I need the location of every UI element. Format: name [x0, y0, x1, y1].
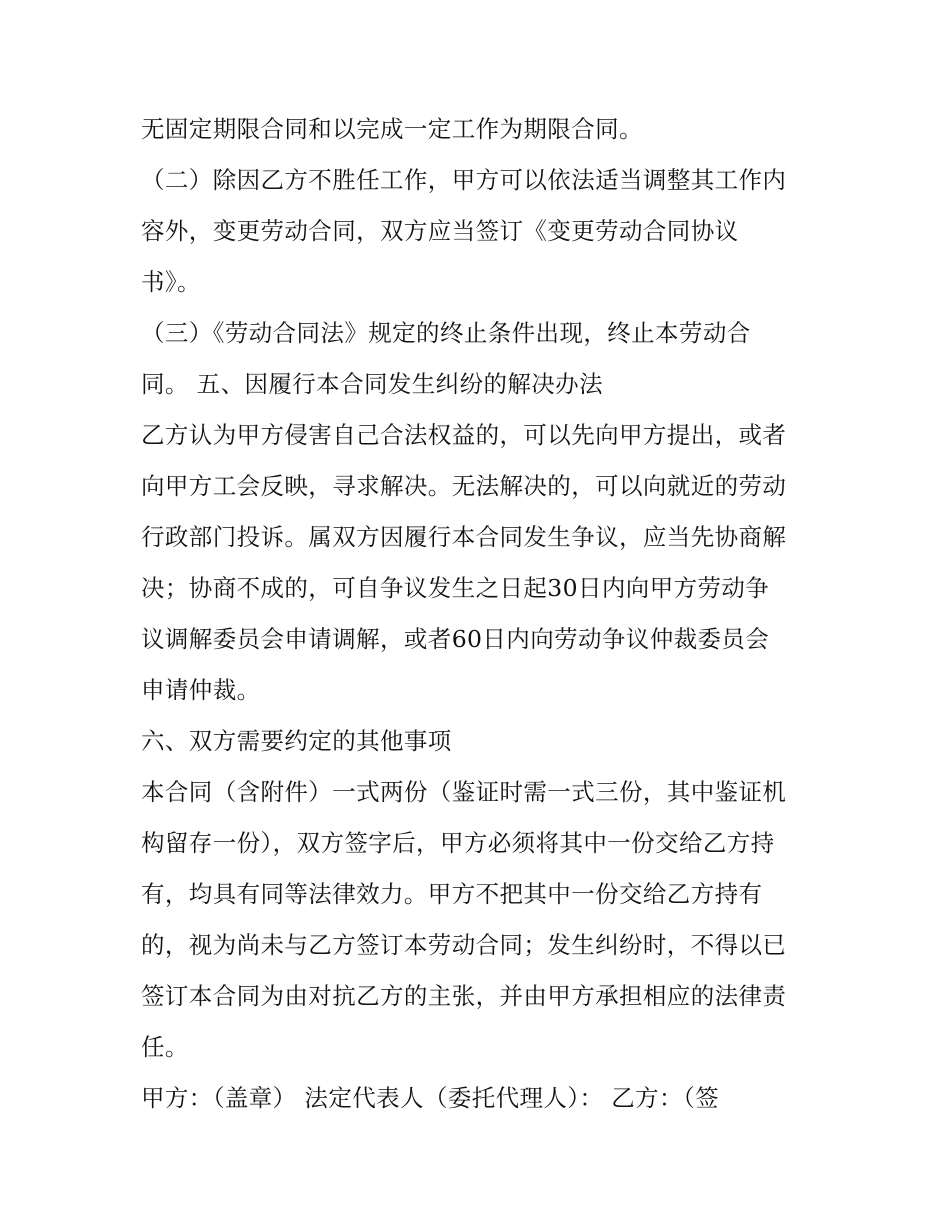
text-line: 无固定期限合同和以完成一定工作为期限合同。	[141, 115, 643, 143]
text-line: 申请仲裁。	[141, 676, 261, 704]
text-line: （二）除因乙方不胜任工作，甲方可以依法适当调整其工作内	[141, 166, 787, 194]
text-line: 议调解委员会申请调解，或者60日内向劳动争议仲裁委员会	[141, 625, 770, 653]
text-line: 的，视为尚未与乙方签订本劳动合同；发生纠纷时，不得以已	[141, 931, 787, 959]
text-line: 容外，变更劳动合同，双方应当签订《变更劳动合同协议	[141, 217, 739, 245]
signature-line: 甲方：（盖章） 法定代表人（委托代理人）： 乙方：（签	[141, 1084, 719, 1112]
text-line: （三）《劳动合同法》规定的终止条件出现，终止本劳动合	[141, 319, 751, 347]
text-line: 决；协商不成的，可自争议发生之日起30日内向甲方劳动争	[141, 574, 770, 602]
text-line: 签订本合同为由对抗乙方的主张，并由甲方承担相应的法律责	[141, 982, 787, 1010]
document-body	[141, 104, 821, 1124]
text-line: 任。	[141, 1033, 189, 1061]
text-line: 向甲方工会反映，寻求解决。无法解决的，可以向就近的劳动	[141, 472, 787, 500]
section-heading: 六、双方需要约定的其他事项	[141, 727, 452, 755]
text-line: 有，均具有同等法律效力。甲方不把其中一份交给乙方持有	[141, 880, 763, 908]
text-line: 构留存一份），双方签字后，甲方必须将其中一份交给乙方持	[141, 829, 775, 857]
section-heading-line: 同。 五、因履行本合同发生纠纷的解决办法	[141, 370, 603, 398]
text-line: 书》。	[141, 268, 201, 296]
text-line: 行政部门投诉。属双方因履行本合同发生争议，应当先协商解	[141, 523, 787, 551]
text-line: 本合同（含附件）一式两份（鉴证时需一式三份，其中鉴证机	[141, 778, 787, 806]
text-line: 乙方认为甲方侵害自己合法权益的，可以先向甲方提出，或者	[141, 421, 787, 449]
